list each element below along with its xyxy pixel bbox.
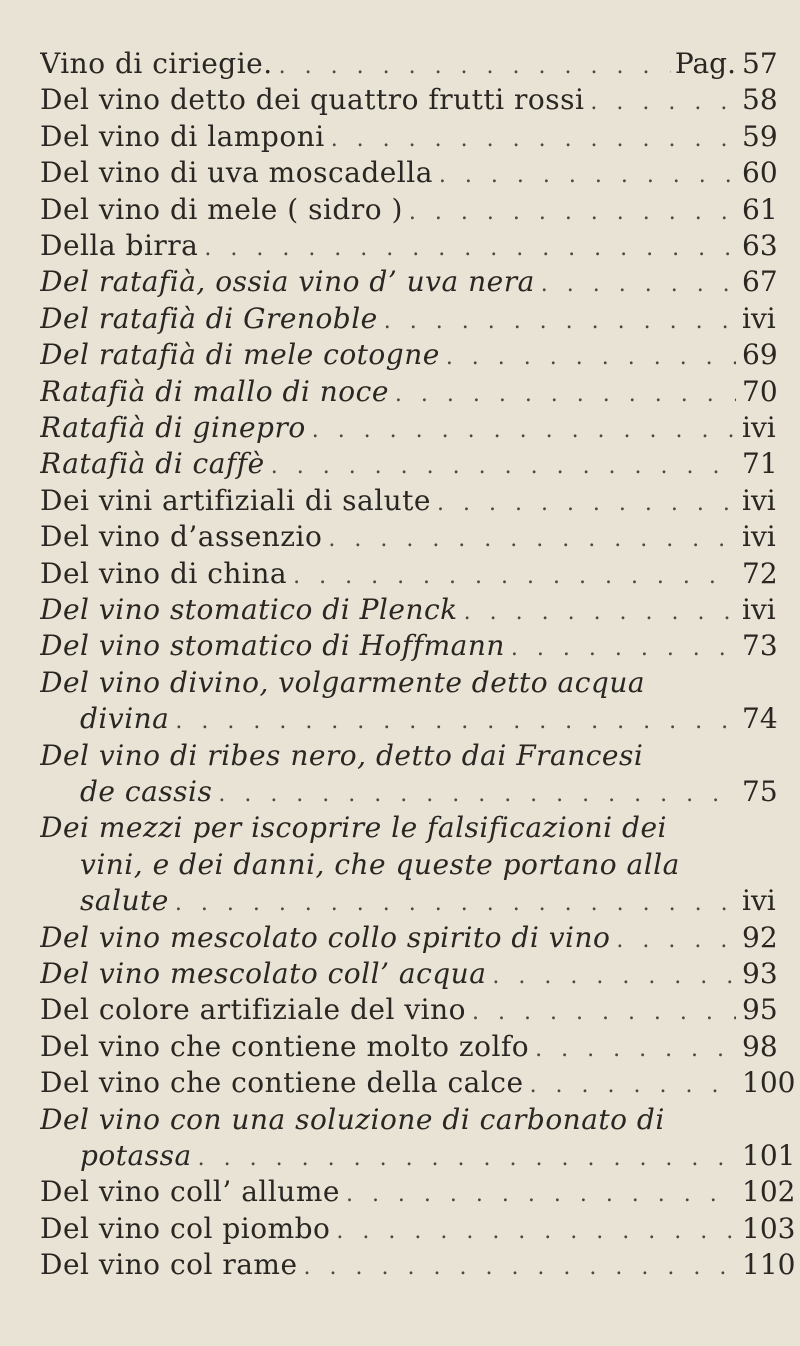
toc-entry xyxy=(0,301,800,337)
dot-leader xyxy=(304,1250,736,1283)
toc-entry-title: Del vino di lamponi xyxy=(40,119,325,153)
toc-entry xyxy=(0,519,800,555)
toc-entry-title: Del vino di china xyxy=(40,556,288,590)
toc-entry-line xyxy=(40,1065,736,1101)
page-column-label: Pag. xyxy=(674,47,736,80)
toc-entry-title: Del vino che contiene della calce xyxy=(40,1066,524,1100)
toc-entry-line xyxy=(40,155,736,191)
toc-entry-line xyxy=(40,301,736,337)
toc-entry-title: Del vino mescolato coll’ acqua xyxy=(40,957,487,990)
toc-entry xyxy=(0,992,800,1028)
toc-page-number: ivi xyxy=(742,520,776,554)
dot-leader xyxy=(511,631,736,664)
dot-leader xyxy=(446,340,736,373)
toc-entry-line xyxy=(40,738,786,774)
dot-leader xyxy=(590,85,736,118)
toc-entry-title: Del vino mescolato collo spirito di vino xyxy=(40,920,611,954)
toc-entry-title: Del vino col rame xyxy=(40,1248,298,1282)
toc-page-number: ivi xyxy=(742,593,776,626)
toc-entry-title: Del vino stomatico di Plenck xyxy=(40,593,458,626)
toc-entry-title: Dei mezzi per iscoprire le falsificazioni dei xyxy=(40,811,667,845)
toc-entry-title: Del vino di mele ( sidro ) xyxy=(40,192,403,226)
dot-leader xyxy=(472,995,736,1028)
dot-leader xyxy=(331,122,736,155)
dot-leader xyxy=(464,595,736,628)
toc-entry-title: Del colore artifiziale del vino xyxy=(40,993,467,1027)
dot-leader xyxy=(312,413,736,446)
toc-page-number: 98 xyxy=(742,1029,778,1063)
toc-entry xyxy=(0,1247,800,1283)
toc-entry-line xyxy=(80,1138,736,1174)
toc-page-number: 101 xyxy=(742,1138,796,1172)
toc-entry xyxy=(0,374,800,410)
toc-page-number: 59 xyxy=(742,119,778,153)
toc-entry xyxy=(0,810,800,919)
toc-entry xyxy=(0,592,800,628)
toc-entry-line xyxy=(40,374,736,410)
toc-entry-title: Del vino che contiene molto zolfo xyxy=(40,1029,530,1063)
toc-entry-line xyxy=(40,1029,736,1065)
toc-entry xyxy=(0,155,800,191)
toc-entry-line xyxy=(40,264,736,300)
toc-entry-line xyxy=(40,82,736,118)
toc-entry xyxy=(0,1211,800,1247)
toc-entry-line xyxy=(40,1102,786,1138)
toc-page-number: 75 xyxy=(742,774,778,808)
toc-entry xyxy=(0,1029,800,1065)
toc-entry-title: Del vino divino, volgarmente detto acqua xyxy=(40,665,646,699)
toc-entry-title: Del vino coll’ allume xyxy=(40,1175,340,1209)
toc-page-number: 103 xyxy=(742,1211,796,1245)
toc-entry-line xyxy=(40,665,786,701)
toc-entry-title: Dei vini artifiziali di salute xyxy=(40,483,432,517)
toc-entry-title: Del vino stomatico di Hoffmann xyxy=(40,629,505,663)
toc-entry-title: divina xyxy=(80,702,170,736)
toc-entry-title: salute xyxy=(80,884,169,918)
toc-page-number: ivi xyxy=(742,483,776,517)
dot-leader xyxy=(336,1214,736,1247)
toc-page-number: ivi xyxy=(742,301,776,335)
toc-page-number: 100 xyxy=(742,1066,796,1100)
dot-leader xyxy=(384,304,736,337)
toc-entry-line xyxy=(40,920,736,956)
dot-leader xyxy=(218,777,736,810)
toc-entry-line xyxy=(40,592,736,628)
toc-entry xyxy=(0,556,800,592)
toc-entry-line xyxy=(80,847,786,883)
toc-page-number: 72 xyxy=(742,556,778,590)
toc-entry-title: Del vino di uva moscadella xyxy=(40,156,433,190)
toc-entry-title: Del ratafià, ossia vino d’ uva nera xyxy=(40,265,535,299)
toc-entry-line xyxy=(80,774,736,810)
toc-entry-title: Ratafià di caffè xyxy=(40,447,265,481)
toc-page-number: 67 xyxy=(742,265,778,299)
toc-entry xyxy=(0,119,800,155)
toc-page-number: 102 xyxy=(742,1175,796,1209)
toc-entry-line xyxy=(40,956,736,992)
toc-entry-line xyxy=(40,1174,736,1210)
dot-leader xyxy=(535,1032,736,1065)
toc-entry-title: Vino di ciriegie. xyxy=(40,47,273,80)
toc-entry xyxy=(0,1102,800,1175)
toc-entry-title: Del vino d’assenzio xyxy=(40,520,323,554)
toc-entry-line xyxy=(40,446,736,482)
toc-page-number: 70 xyxy=(742,374,778,408)
toc-entry xyxy=(0,82,800,118)
toc-entry-line xyxy=(40,1247,736,1283)
dot-leader xyxy=(204,231,736,264)
dot-leader xyxy=(293,559,736,592)
toc-page-number: 93 xyxy=(742,957,778,990)
toc-page-number: 69 xyxy=(742,338,778,372)
toc-entry-line xyxy=(80,883,736,919)
dot-leader xyxy=(175,886,736,919)
toc-page-number: 74 xyxy=(742,702,778,736)
dot-leader xyxy=(328,522,736,555)
toc-entry xyxy=(0,483,800,519)
toc-entry xyxy=(0,628,800,664)
dot-leader xyxy=(198,1141,736,1174)
toc-page-number: 58 xyxy=(742,83,778,117)
toc-entry xyxy=(0,446,800,482)
toc-page-number: 73 xyxy=(742,629,778,663)
toc-entry xyxy=(0,1174,800,1210)
toc-entry xyxy=(0,410,800,446)
toc-entry-title: Ratafià di ginepro xyxy=(40,411,306,444)
toc-page-number: 92 xyxy=(742,920,778,954)
toc-entry xyxy=(0,46,800,82)
toc-entry xyxy=(0,264,800,300)
toc-entry-line xyxy=(40,192,736,228)
toc-entry-title: Del vino con una soluzione di carbonato di xyxy=(40,1102,665,1136)
dot-leader xyxy=(616,923,736,956)
toc-entry xyxy=(0,665,800,738)
toc-entry xyxy=(0,228,800,264)
toc-entry-title: Del ratafià di Grenoble xyxy=(40,301,378,335)
toc-entry-title: vini, e dei danni, che queste portano alla xyxy=(80,847,680,881)
toc-entry xyxy=(0,337,800,373)
toc-entry-line xyxy=(40,46,736,82)
toc-entry-title: Del ratafià di mele cotogne xyxy=(40,338,440,372)
toc-entry-title: Del vino di ribes nero, detto dai Francesi xyxy=(40,738,644,772)
toc-page-number: ivi xyxy=(742,884,776,918)
toc-page-number: 60 xyxy=(742,156,778,190)
dot-leader xyxy=(492,959,736,992)
dot-leader xyxy=(346,1177,736,1210)
dot-leader xyxy=(409,195,736,228)
toc-entry-title: potassa xyxy=(80,1138,192,1172)
toc-entry-line xyxy=(40,519,736,555)
dot-leader xyxy=(175,704,736,737)
toc-entry-line xyxy=(40,992,736,1028)
toc-entry-title: Ratafià di mallo di noce xyxy=(40,374,389,408)
toc-entry-line xyxy=(40,483,736,519)
dot-leader xyxy=(395,377,736,410)
toc-entry-title: Della birra xyxy=(40,229,199,262)
dot-leader xyxy=(271,449,736,482)
toc-entry xyxy=(0,738,800,811)
toc-entry-line xyxy=(40,1211,736,1247)
toc-entry-title: Del vino col piombo xyxy=(40,1211,331,1245)
toc-page-number: 95 xyxy=(742,993,778,1027)
toc-entry-title: Del vino detto dei quattro frutti rossi xyxy=(40,83,585,117)
toc-entry xyxy=(0,920,800,956)
toc-entry-line xyxy=(40,628,736,664)
toc-page-number: 57 xyxy=(742,47,778,80)
dot-leader xyxy=(541,267,736,300)
toc-entry-line xyxy=(40,410,736,446)
toc-entry-line xyxy=(80,701,736,737)
dot-leader xyxy=(437,486,736,519)
toc-entry-line xyxy=(40,810,786,846)
dot-leader xyxy=(530,1068,736,1101)
dot-leader xyxy=(439,158,736,191)
toc-entry-line xyxy=(40,228,736,264)
toc-entry xyxy=(0,1065,800,1101)
toc-entry-line xyxy=(40,119,736,155)
toc-entry-line xyxy=(40,337,736,373)
toc-entry-line xyxy=(40,556,736,592)
toc-page-number: 110 xyxy=(742,1248,796,1282)
dot-leader xyxy=(279,49,671,82)
toc-entry xyxy=(0,192,800,228)
toc-page-number: 71 xyxy=(742,447,778,481)
toc-page-number: ivi xyxy=(742,411,776,444)
toc-entry xyxy=(0,956,800,992)
toc-page-number: 61 xyxy=(742,192,778,226)
toc-page-number: 63 xyxy=(742,229,778,262)
toc-entry-title: de cassis xyxy=(80,774,213,808)
